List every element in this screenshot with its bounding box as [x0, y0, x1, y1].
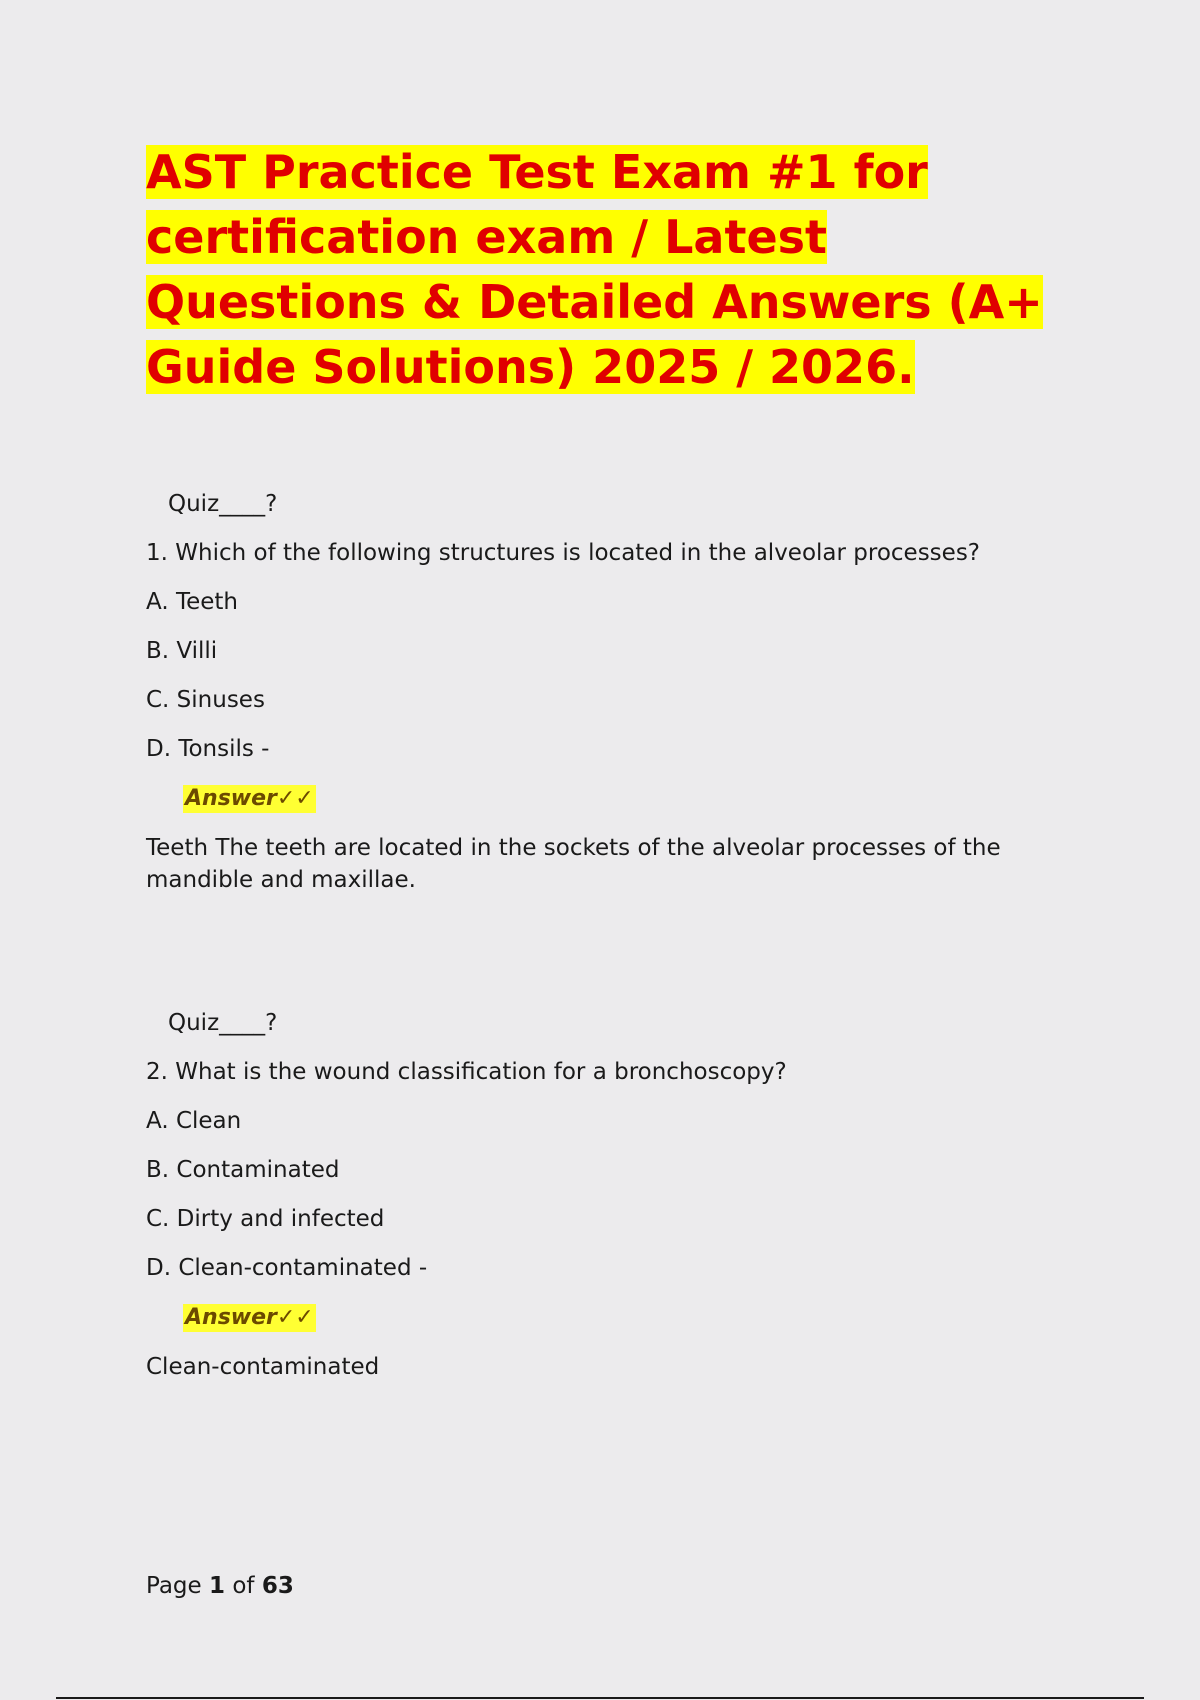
question-block-1: [146, 490, 1076, 896]
question-text: 1. Which of the following structures is located in the alveolar processes?: [146, 540, 981, 566]
document-page: [146, 140, 1076, 1380]
option-c: C. Sinuses: [146, 687, 265, 713]
of-word: of: [232, 1573, 255, 1599]
question-block-2: [146, 1009, 1076, 1383]
quiz-label: Quiz____?: [168, 491, 278, 517]
option-a: A. Teeth: [146, 589, 238, 615]
page-footer: [146, 1572, 294, 1600]
option-a: A. Clean: [146, 1108, 242, 1134]
option-d: D. Tonsils -: [146, 736, 270, 762]
bottom-divider: [56, 1697, 1144, 1699]
option-b: B. Villi: [146, 638, 218, 664]
total-pages-number: 63: [261, 1573, 294, 1599]
answer-label: Answer✓✓: [185, 1305, 314, 1330]
answer-explanation: Teeth The teeth are located in the sockets of the alveolar processes of the mandible and maxillae.: [146, 835, 1001, 893]
option-c: C. Dirty and infected: [146, 1206, 385, 1232]
document-title: AST Practice Test Exam #1 for certification exam / Latest Questions & Detailed Answers (A+ Guide Solutions) 2025 / 2026.: [146, 145, 1043, 394]
option-b: B. Contaminated: [146, 1157, 340, 1183]
question-text: 2. What is the wound classification for a bronchoscopy?: [146, 1059, 787, 1085]
option-d: D. Clean-contaminated -: [146, 1255, 428, 1281]
page-word: Page: [146, 1573, 202, 1599]
answer-explanation: Clean-contaminated: [146, 1354, 380, 1380]
quiz-label: Quiz____?: [168, 1010, 278, 1036]
answer-label: Answer✓✓: [185, 786, 314, 811]
current-page-number: 1: [209, 1573, 226, 1599]
